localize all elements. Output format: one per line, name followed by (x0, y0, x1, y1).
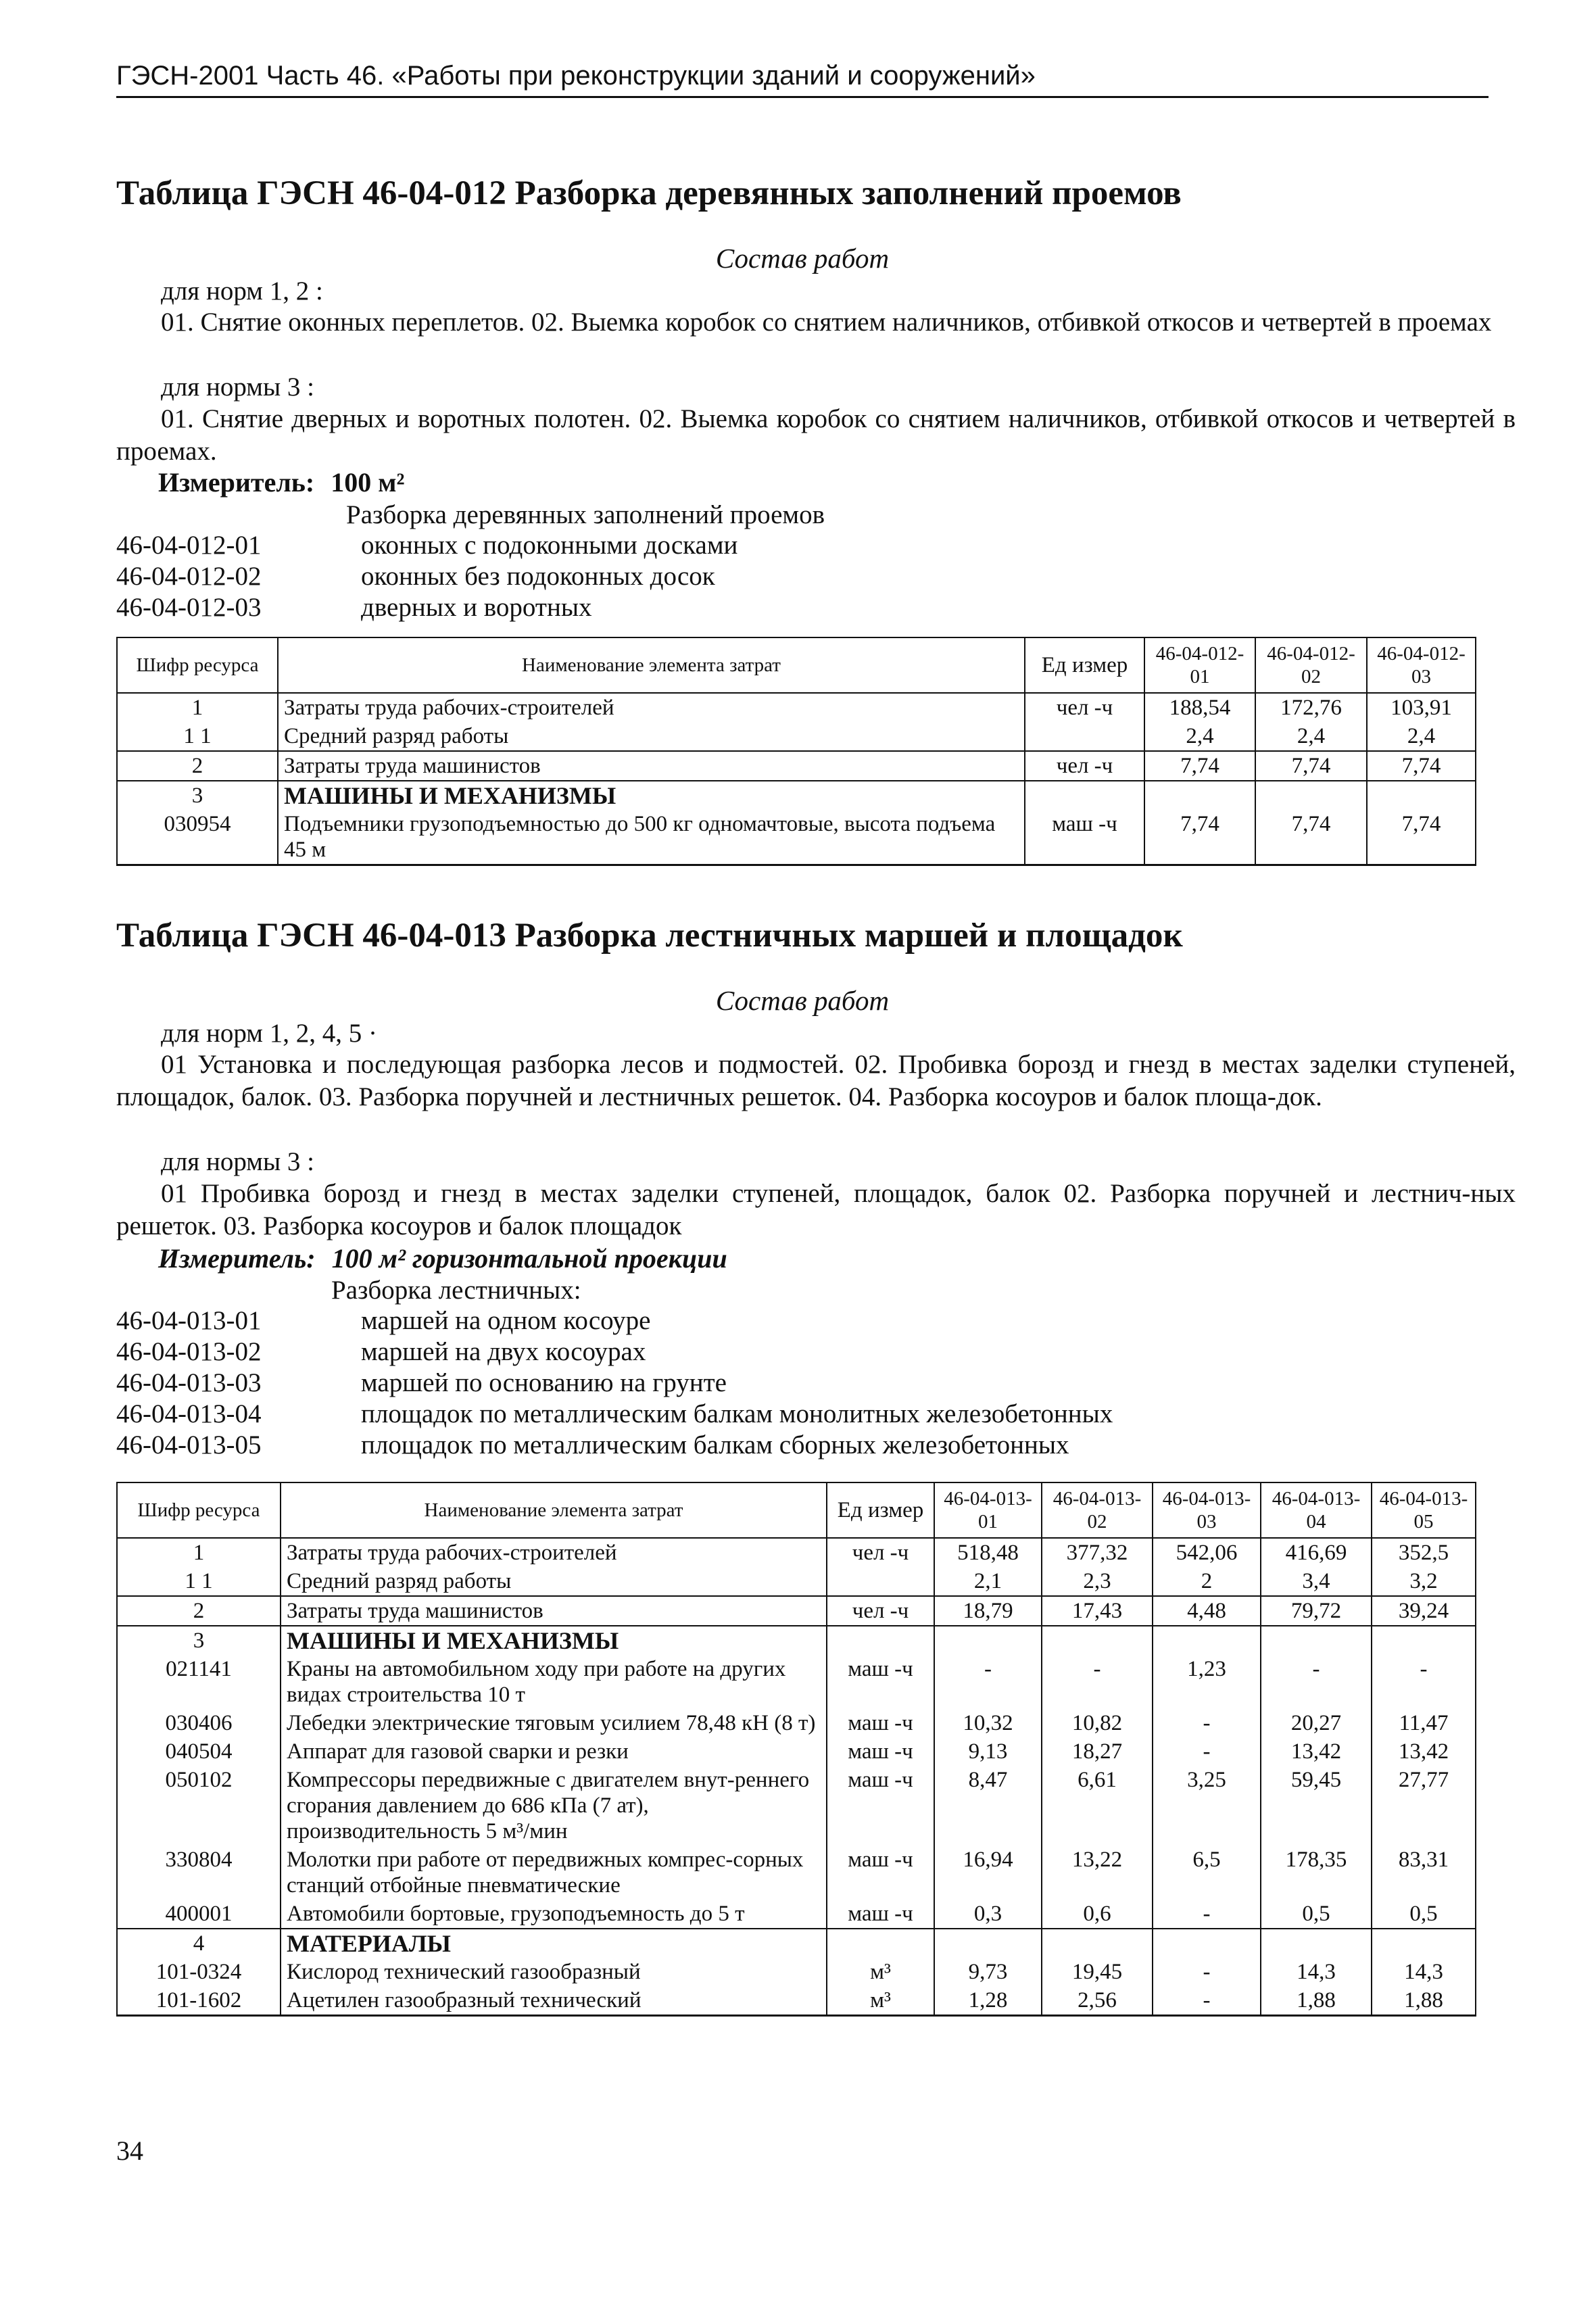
cell-name: Компрессоры передвижные с двигателем внут-реннего сгорания давлением до 686 кПа (7 ат), производительность 5 м³/мин (281, 1766, 827, 1845)
table1-code-row (116, 530, 737, 561)
cell-value: - (1261, 1655, 1372, 1709)
table-section-row (117, 781, 1476, 810)
table-row (117, 1845, 1476, 1900)
cell-code: 3 (117, 781, 278, 810)
table1-norms-a: для норм 1, 2 : (161, 276, 323, 306)
cell-unit: маш -ч (827, 1766, 934, 1845)
cell-unit: маш -ч (827, 1709, 934, 1737)
cell-code: 030406 (117, 1709, 281, 1737)
cell-name: Затраты труда машинистов (281, 1596, 827, 1626)
table2-code-row (116, 1368, 1113, 1399)
cell-value: - (1372, 1655, 1476, 1709)
cell-code: 101-1602 (117, 1986, 281, 2016)
cell-value: 27,77 (1372, 1766, 1476, 1845)
cell-value: 7,74 (1367, 810, 1476, 865)
header-cell: Шифр ресурса (117, 1482, 281, 1538)
header-cell: 46-04-013-01 (934, 1482, 1042, 1538)
table2-meter-value: 100 м² горизонтальной проекции (331, 1243, 727, 1274)
cell-value (1372, 1929, 1476, 1958)
cell-value (934, 1929, 1042, 1958)
table-row (117, 1766, 1476, 1845)
cell-value (1255, 781, 1367, 810)
cell-value: 0,5 (1372, 1900, 1476, 1929)
header-cell: 46-04-012-02 (1255, 637, 1367, 693)
cell-value: 20,27 (1261, 1709, 1372, 1737)
cell-value: 172,76 (1255, 693, 1367, 722)
cell-value: 542,06 (1153, 1538, 1261, 1567)
cell-unit (827, 1929, 934, 1958)
cell-value: 3,25 (1153, 1766, 1261, 1845)
table1-title: Таблица ГЭСН 46-04-012 Разборка деревянных заполнений проемов (116, 174, 1182, 212)
table2-norms-a: для норм 1, 2, 4, 5 · (161, 1019, 377, 1048)
cell-value: 9,73 (934, 1958, 1042, 1986)
cell-value: 18,79 (934, 1596, 1042, 1626)
cell-value: - (1153, 1900, 1261, 1929)
table2-title: Таблица ГЭСН 46-04-013 Разборка лестничных маршей и площадок (116, 917, 1183, 955)
table1-grid (116, 637, 1476, 866)
cell-value: 7,74 (1367, 751, 1476, 781)
table-row (117, 693, 1476, 722)
cell-name: Молотки при работе от передвижных компрес-сорных станций отбойные пневматические (281, 1845, 827, 1900)
header-cell: 46-04-013-03 (1153, 1482, 1261, 1538)
table1-meter-label: Измеритель: (158, 467, 315, 498)
cell-name: Затраты труда машинистов (278, 751, 1025, 781)
cell-name: Средний разряд работы (278, 722, 1025, 751)
cell-code: 050102 (117, 1766, 281, 1845)
cell-name: Ацетилен газообразный технический (281, 1986, 827, 2016)
code: 46-04-013-03 (116, 1368, 262, 1397)
header-cell: Ед измер (1025, 637, 1144, 693)
cell-value (1261, 1929, 1372, 1958)
table1-text-b: 01. Снятие дверных и воротных полотен. 02. Выемка коробок со снятием наличников, отбивкой откосов и четвертей в проемах. (116, 404, 1516, 466)
code-name: оконных с подоконными досками (361, 531, 738, 560)
cell-value: 7,74 (1255, 810, 1367, 865)
cell-value: 83,31 (1372, 1845, 1476, 1900)
cell-value: 1,23 (1153, 1655, 1261, 1709)
table-row (117, 751, 1476, 781)
cell-unit: чел -ч (1025, 751, 1144, 781)
cell-value: 11,47 (1372, 1709, 1476, 1737)
table-row (117, 722, 1476, 751)
table-row (117, 1538, 1476, 1567)
cell-code: 030954 (117, 810, 278, 865)
cell-unit: маш -ч (827, 1900, 934, 1929)
cell-value: 59,45 (1261, 1766, 1372, 1845)
table-section-row (117, 1929, 1476, 1958)
cell-value: 17,43 (1042, 1596, 1153, 1626)
table-row (117, 1900, 1476, 1929)
cell-value: 1,28 (934, 1986, 1042, 2016)
cell-value: - (1153, 1986, 1261, 2016)
code-name: маршей по основанию на грунте (361, 1368, 727, 1397)
cell-name: Затраты труда рабочих-строителей (281, 1538, 827, 1567)
cell-name: Автомобили бортовые, грузоподъемность до 5 т (281, 1900, 827, 1929)
cell-value (1153, 1626, 1261, 1655)
code: 46-04-013-02 (116, 1337, 262, 1366)
table-row (117, 1567, 1476, 1596)
cell-value: 0,3 (934, 1900, 1042, 1929)
header-cell: 46-04-013-05 (1372, 1482, 1476, 1538)
cell-unit (827, 1626, 934, 1655)
cell-unit (1025, 722, 1144, 751)
table-row (117, 810, 1476, 865)
cell-code: 101-0324 (117, 1958, 281, 1986)
code-name: площадок по металлическим балкам монолитных железобетонных (361, 1399, 1113, 1428)
cell-code: 1 1 (117, 722, 278, 751)
cell-code: 2 (117, 1596, 281, 1626)
cell-value: 0,6 (1042, 1900, 1153, 1929)
table2-code-list (116, 1305, 1113, 1461)
table2-code-row (116, 1336, 1113, 1368)
cell-value: 39,24 (1372, 1596, 1476, 1626)
table-row (117, 1737, 1476, 1766)
code: 46-04-013-05 (116, 1430, 262, 1459)
table2-code-row (116, 1399, 1113, 1430)
code-name: дверных и воротных (361, 593, 592, 622)
table2-meter-label: Измеритель: (158, 1243, 316, 1274)
table2-grid (116, 1482, 1476, 2017)
cell-unit: маш -ч (827, 1737, 934, 1766)
cell-value: - (934, 1655, 1042, 1709)
cell-value: - (1042, 1655, 1153, 1709)
cell-value: 6,61 (1042, 1766, 1153, 1845)
cell-unit (1025, 781, 1144, 810)
cell-value: 518,48 (934, 1538, 1042, 1567)
header-cell: 46-04-013-02 (1042, 1482, 1153, 1538)
cell-value: 16,94 (934, 1845, 1042, 1900)
table1-meter (158, 466, 404, 499)
table-row (117, 1596, 1476, 1626)
cell-value (1367, 781, 1476, 810)
cell-code: 3 (117, 1626, 281, 1655)
table2-text-a: 01 Установка и последующая разборка лесов и подмостей. 02. Пробивка борозд и гнезд в местах заделки ступеней, площадок, балок. 03. Разборка поручней и лестничных решеток. 04. Разборка косоуров и балок площа-док. (116, 1050, 1516, 1111)
cell-value: 79,72 (1261, 1596, 1372, 1626)
table2-text-b: 01 Пробивка борозд и гнезд в местах заделки ступеней, площадок, балок 02. Разборка поручней и лестнич-ных решеток. 03. Разборка косоуров и балок площадок (116, 1179, 1516, 1240)
header-cell: 46-04-012-03 (1367, 637, 1476, 693)
cell-unit: чел -ч (827, 1538, 934, 1567)
cell-section-name: МАШИНЫ И МЕХАНИЗМЫ (281, 1626, 827, 1655)
cell-value: 1,88 (1261, 1986, 1372, 2016)
cell-value: 1,88 (1372, 1986, 1476, 2016)
cell-code: 2 (117, 751, 278, 781)
code: 46-04-013-01 (116, 1306, 262, 1335)
table1-meter-value: 100 м² (331, 467, 405, 498)
cell-value: 188,54 (1144, 693, 1255, 722)
table2-composition-title: Состав работ (715, 985, 890, 1016)
code-name: оконных без подоконных досок (361, 562, 715, 591)
cell-code: 040504 (117, 1737, 281, 1766)
cell-value: 377,32 (1042, 1538, 1153, 1567)
table2-code-row (116, 1305, 1113, 1336)
cell-value: 0,5 (1261, 1900, 1372, 1929)
cell-value: 10,82 (1042, 1709, 1153, 1737)
cell-section-name: МАТЕРИАЛЫ (281, 1929, 827, 1958)
cell-code: 4 (117, 1929, 281, 1958)
cell-value: - (1153, 1709, 1261, 1737)
table-row (117, 1709, 1476, 1737)
cell-unit: м³ (827, 1958, 934, 1986)
cell-code: 1 1 (117, 1567, 281, 1596)
table-row (117, 1958, 1476, 1986)
cell-value (1042, 1626, 1153, 1655)
cell-value: 13,22 (1042, 1845, 1153, 1900)
table-row (117, 1655, 1476, 1709)
cell-unit: маш -ч (827, 1655, 934, 1709)
header-cell: Ед измер (827, 1482, 934, 1538)
code-name: маршей на одном косоуре (361, 1306, 651, 1335)
cell-value: 7,74 (1255, 751, 1367, 781)
table1-code-row (116, 592, 737, 623)
code: 46-04-012-01 (116, 531, 262, 560)
cell-value: 2,4 (1144, 722, 1255, 751)
cell-value: 2,4 (1255, 722, 1367, 751)
cell-value (1144, 781, 1255, 810)
cell-unit: маш -ч (1025, 810, 1144, 865)
cell-value (1261, 1626, 1372, 1655)
cell-value: 2,4 (1367, 722, 1476, 751)
cell-value: 3,2 (1372, 1567, 1476, 1596)
cell-value: 416,69 (1261, 1538, 1372, 1567)
cell-unit: чел -ч (827, 1596, 934, 1626)
header-cell: 46-04-013-04 (1261, 1482, 1372, 1538)
table1-code-row (116, 561, 737, 592)
cell-name: Краны на автомобильном ходу при работе на других видах строительства 10 т (281, 1655, 827, 1709)
cell-name: Аппарат для газовой сварки и резки (281, 1737, 827, 1766)
table1-header-row (117, 637, 1476, 693)
table2-header-row (117, 1482, 1476, 1538)
cell-value: 2,3 (1042, 1567, 1153, 1596)
cell-section-name: МАШИНЫ И МЕХАНИЗМЫ (278, 781, 1025, 810)
table2-code-row (116, 1430, 1113, 1461)
cell-code: 1 (117, 1538, 281, 1567)
cell-value: 7,74 (1144, 810, 1255, 865)
cell-name: Затраты труда рабочих-строителей (278, 693, 1025, 722)
cell-value: - (1153, 1958, 1261, 1986)
cell-value: 9,13 (934, 1737, 1042, 1766)
table2-norms-b: для нормы 3 : (161, 1147, 314, 1176)
cell-value (1042, 1929, 1153, 1958)
table-section-row (117, 1626, 1476, 1655)
cell-value: 3,4 (1261, 1567, 1372, 1596)
cell-value: 13,42 (1372, 1737, 1476, 1766)
cell-value: 10,32 (934, 1709, 1042, 1737)
cell-value: 7,74 (1144, 751, 1255, 781)
table2-group-name: Разборка лестничных: (331, 1276, 581, 1305)
cell-value: 14,3 (1372, 1958, 1476, 1986)
cell-value: 19,45 (1042, 1958, 1153, 1986)
cell-code: 021141 (117, 1655, 281, 1709)
cell-value: 14,3 (1261, 1958, 1372, 1986)
cell-value: 2 (1153, 1567, 1261, 1596)
cell-code: 330804 (117, 1845, 281, 1900)
code: 46-04-012-02 (116, 562, 262, 591)
cell-unit: чел -ч (1025, 693, 1144, 722)
cell-value: 2,56 (1042, 1986, 1153, 2016)
cell-value (1153, 1929, 1261, 1958)
table1-norms-b: для нормы 3 : (161, 372, 314, 402)
header-cell: 46-04-012-01 (1144, 637, 1255, 693)
code: 46-04-013-04 (116, 1399, 262, 1428)
code-name: площадок по металлическим балкам сборных железобетонных (361, 1430, 1069, 1459)
cell-value: 8,47 (934, 1766, 1042, 1845)
cell-unit (827, 1567, 934, 1596)
cell-value: 4,48 (1153, 1596, 1261, 1626)
cell-name: Кислород технический газообразный (281, 1958, 827, 1986)
cell-code: 400001 (117, 1900, 281, 1929)
table-row (117, 1986, 1476, 2016)
page-number: 34 (116, 2136, 143, 2166)
table1-text-a: 01. Снятие оконных переплетов. 02. Выемка коробок со снятием наличников, отбивкой откосов и четвертей в проемах (161, 308, 1492, 337)
code-name: маршей на двух косоурах (361, 1337, 646, 1366)
table1-group-name: Разборка деревянных заполнений проемов (346, 500, 825, 529)
cell-name: Средний разряд работы (281, 1567, 827, 1596)
cell-name: Подъемники грузоподъемностью до 500 кг одномачтовые, высота подъема 45 м (278, 810, 1025, 865)
cell-value: 2,1 (934, 1567, 1042, 1596)
cell-value: 13,42 (1261, 1737, 1372, 1766)
cell-code: 1 (117, 693, 278, 722)
cell-unit: м³ (827, 1986, 934, 2016)
table2-meter (158, 1243, 727, 1275)
cell-value: 103,91 (1367, 693, 1476, 722)
cell-unit: маш -ч (827, 1845, 934, 1900)
cell-value: 6,5 (1153, 1845, 1261, 1900)
code: 46-04-012-03 (116, 593, 262, 622)
cell-value: 352,5 (1372, 1538, 1476, 1567)
cell-value: 178,35 (1261, 1845, 1372, 1900)
cell-name: Лебедки электрические тяговым усилием 78,48 кН (8 т) (281, 1709, 827, 1737)
cell-value (1372, 1626, 1476, 1655)
cell-value (934, 1626, 1042, 1655)
header-cell: Наименование элемента затрат (278, 637, 1025, 693)
cell-value: 18,27 (1042, 1737, 1153, 1766)
cell-value: - (1153, 1737, 1261, 1766)
header-cell: Наименование элемента затрат (281, 1482, 827, 1538)
running-header: ГЭСН-2001 Часть 46. «Работы при реконструкции зданий и сооружений» (116, 58, 1489, 98)
table1-code-list (116, 530, 737, 623)
header-cell: Шифр ресурса (117, 637, 278, 693)
table1-composition-title: Состав работ (715, 243, 890, 274)
